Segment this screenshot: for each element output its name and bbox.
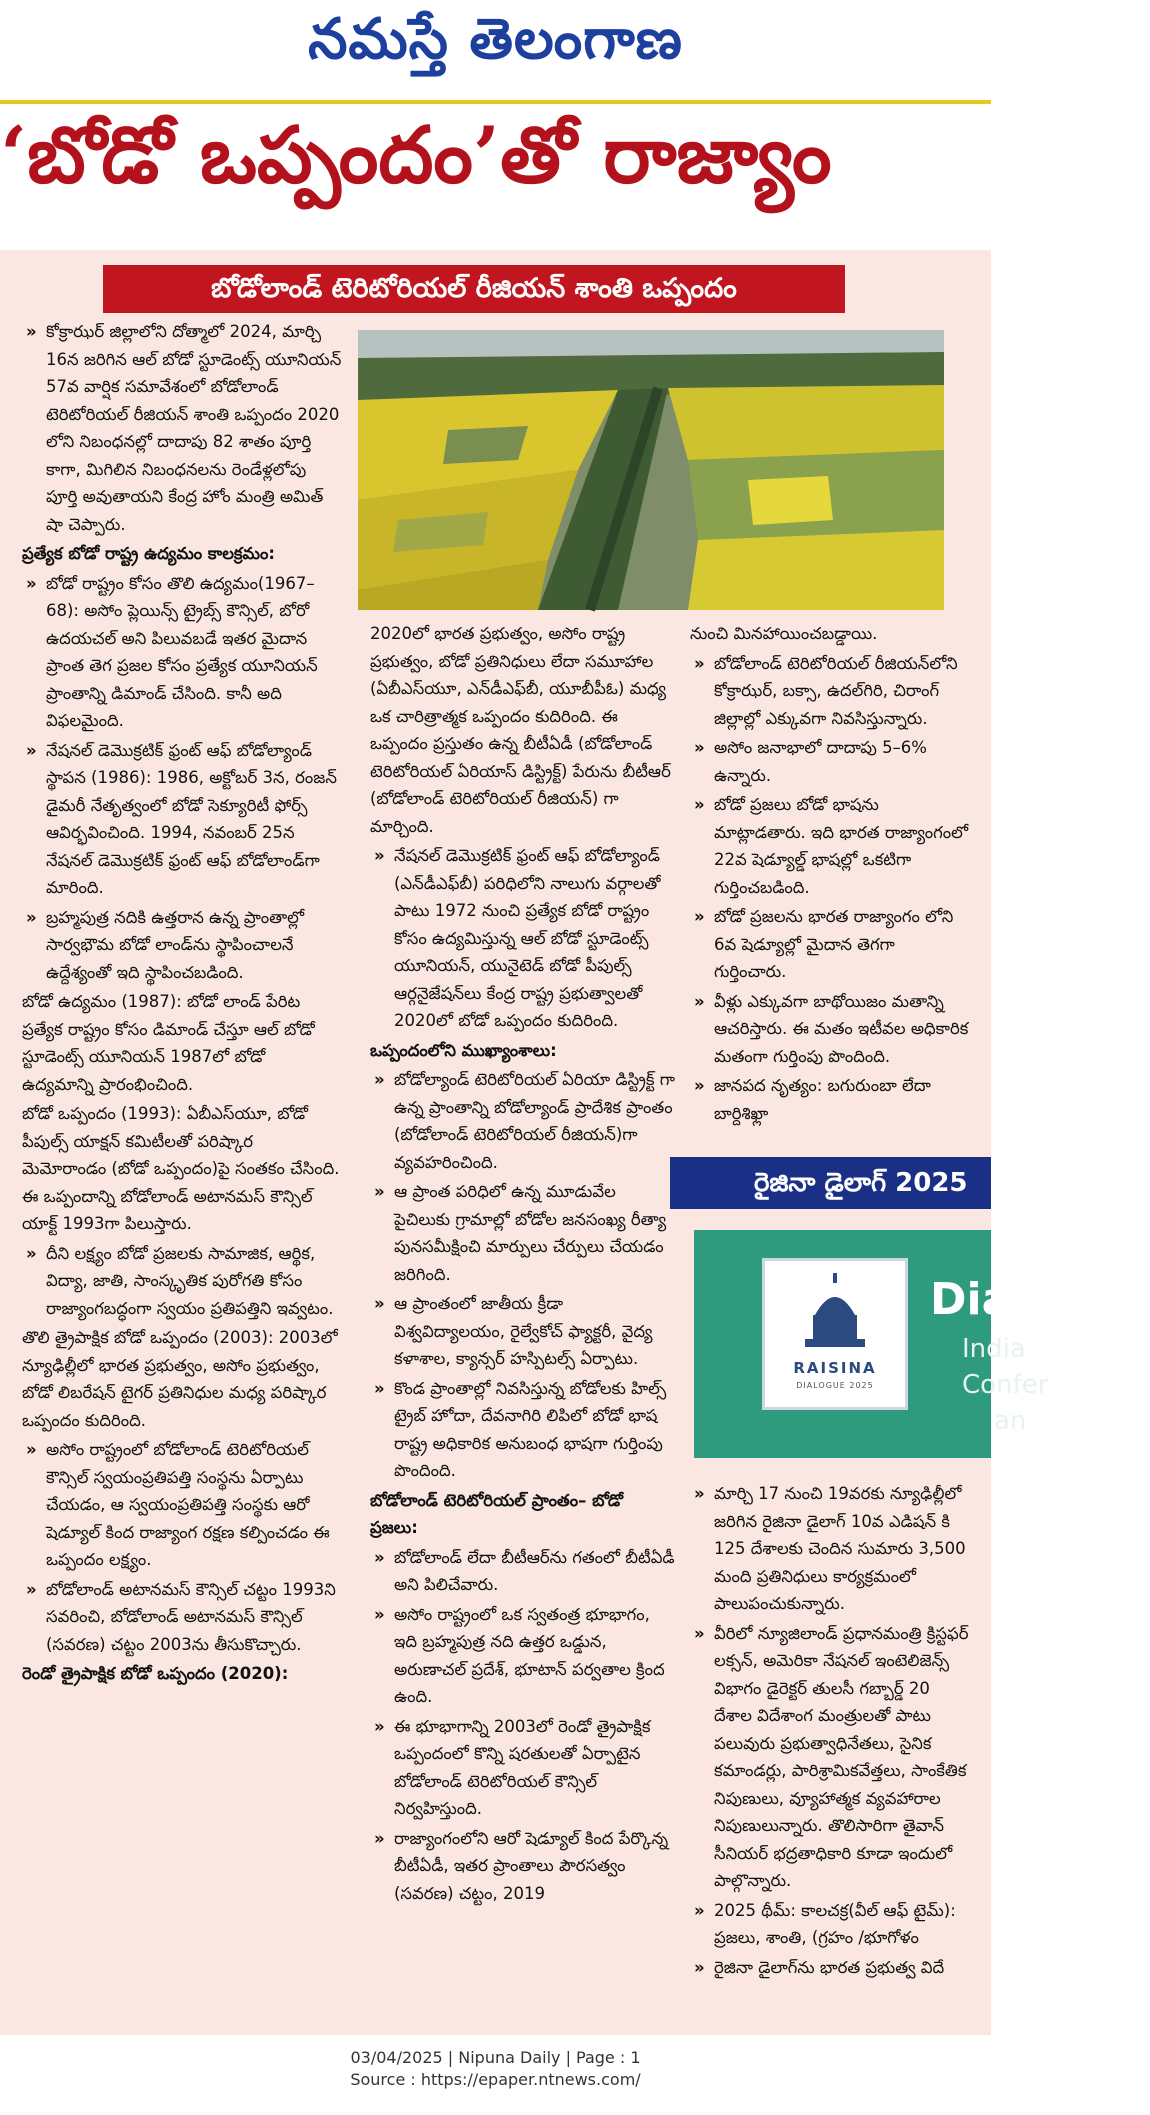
col1-bullet: » బోడో రాష్ట్రం కోసం తొలి ఉద్యమం(1967–68): అసోం ప్లెయిన్స్ ట్రైబ్స్ కౌన్సిల్, బోరో ఉదయచల్ అని పిలువబడే ఇతర మైదాన ప్రాంత తెగ ప్రజల కోసం ప్రత్యేక యూనియన్ ప్రాంతాన్ని డిమాండ్ చేసింది. కానీ అది విఫలమైంది.: [22, 570, 342, 735]
raisina-bullet: » మార్చి 17 నుంచి 19వరకు న్యూఢిల్లీలో జరిగిన రైజినా డైలాగ్ 10వ ఎడిషన్ కి 125 దేశాలకు చెందిన సుమారు 3,500 మంది ప్రతినిధులు కార్యక్రమంలో పాలుపంచుకున్నారు.: [690, 1480, 972, 1618]
col3-paragraph: నుంచి మినహాయించబడ్డాయి.: [690, 624, 878, 643]
col2-bullet: » నేషనల్ డెమొక్రటిక్ ఫ్రంట్ ఆఫ్ బోడోల్యాండ్ (ఎన్‌డీఎఫ్‌బీ) పరిధిలోని నాలుగు వర్గాలతో పాటు 1972 నుంచి ప్రత్యేక బోడో రాష్ట్రం కోసం ఉద్యమిస్తున్న ఆల్ బోడో స్టూడెంట్స్ యూనియన్, యునైటెడ్ బోడో పీపుల్స్ ఆర్గనైజేషన్‌లు కేంద్ర రాష్ట్ర ప్రభుత్వాలతో 2020లో బోడో ఒప్పందం కుదిరింది.: [370, 842, 675, 1035]
masthead-divider: [0, 100, 991, 104]
raisina-logo-name: RAISINA: [793, 1359, 877, 1377]
col2-bullet: » కొండ ప్రాంతాల్లో నివసిస్తున్న బోడోలకు హిల్స్ ట్రైబ్ హోదా, దేవనాగిరి లిపిలో బోడో భాష రాష్ట్ర అధికారిక అనుబంధ భాషగా గుర్తింపు పొందింది.: [370, 1375, 675, 1485]
raisina-line-1: India: [962, 1334, 1026, 1364]
column-1: [22, 318, 342, 1690]
column-3: [690, 620, 972, 1129]
footer: [0, 2047, 991, 2091]
raisina-big-text: Dia: [930, 1274, 1012, 1325]
col1-bullet: » దీని లక్ష్యం బోడో ప్రజలకు సామాజిక, ఆర్థిక, విద్యా, జాతి, సాంస్కృతిక పురోగతి కోసం రాజ్యాంగబద్ధంగా స్వయం ప్రతిపత్తిని ఇవ్వటం.: [22, 1240, 342, 1323]
col1-subhead-timeline: ప్రత్యేక బోడో రాష్ట్ర ఉద్యమం కాలక్రమం:: [22, 544, 275, 563]
col1-paragraph: తొలి త్రైపాక్షిక బోడో ఒప్పందం (2003): 2003లో న్యూఢిల్లీలో భారత ప్రభుత్వం, అసోం ప్రభుత్వం, బోడో లిబరేషన్ టైగర్ ప్రతినిధుల మధ్య పరిష్కార ఒప్పందం కుదిరింది.: [22, 1328, 338, 1430]
col1-bullet: » బ్రహ్మపుత్ర నదికి ఉత్తరాన ఉన్న ప్రాంతాల్లో సార్వభౌమ బోడో లాండ్‌ను స్థాపించాలనే ఉద్దేశ్యంతో ఇది స్థాపించబడింది.: [22, 904, 342, 987]
col1-bullet: » బోడోలాండ్ అటానమస్ కౌన్సిల్ చట్టం 1993ని సవరించి, బోడోలాండ్ అటానమస్ కౌన్సిల్ (సవరణ) చట్టం 2003ను తీసుకొచ్చారు.: [22, 1576, 342, 1659]
masthead: [0, 0, 991, 96]
col2-bullet: » ఆ ప్రాంత పరిధిలో ఉన్న మూడువేల పైచిలుకు గ్రామాల్లో బోడోల జనసంఖ్య రీత్యా పునసమీక్షించి మార్పులు చేర్పులు చేయడం జరిగింది.: [370, 1178, 675, 1288]
raisina-bullet: » రైజినా డైలాగ్‌ను భారత ప్రభుత్వ విదే: [690, 1954, 972, 1982]
raisina-header: రైజినా డైలాగ్ 2025: [670, 1157, 991, 1209]
col1-bullet: » అసోం రాష్ట్రంలో బోడోలాండ్ టెరిటోరియల్ కౌన్సిల్ స్వయంప్రతిపత్తి సంస్థను ఏర్పాటు చేయడం, ఆ స్వయంప్రతిపత్తి సంస్థకు ఆరో షెడ్యూల్ కింద రాజ్యాంగ రక్షణ కల్పించడం ఈ ఒప్పందం లక్ష్యం.: [22, 1436, 342, 1574]
raisina-column: [690, 1480, 972, 1983]
col3-bullet: » అసోం జనాభాలో దాదాపు 5–6% ఉన్నారు.: [690, 734, 972, 789]
fields-photo: [358, 330, 944, 610]
col3-bullet: » బోడోలాండ్ టెరిటోరియల్ రీజియన్‌లోని కోక్రాఝర్, బక్సా, ఉదల్‌గిరి, చిరాంగ్ జిల్లాల్లో ఎక్కువగా నివసిస్తున్నారు.: [690, 650, 972, 733]
col2-bullet: » రాజ్యాంగంలోని ఆరో షెడ్యూల్ కింద పేర్కొన్న బీటీఏడీ, ఇతర ప్రాంతాలు పౌరసత్వం (సవరణ) చట్టం, 2019: [370, 1825, 675, 1908]
col3-bullet: » జానపద నృత్యం: బగురుంబా లేదా బార్దిశిఖ్లా: [690, 1072, 972, 1127]
col2-bullet: » ఆ ప్రాంతంలో జాతీయ క్రీడా విశ్వవిద్యాలయం, రైల్వేకోచ్ ఫ్యాక్టరీ, వైద్య కళాశాల, క్యాన్సర్ హస్పిటల్స్ ఏర్పాటు.: [370, 1290, 675, 1373]
col2-paragraph: 2020లో భారత ప్రభుత్వం, అసోం రాష్ట్ర ప్రభుత్వం, బోడో ప్రతినిధులు లేదా సమూహాల (ఏబీఎస్‌యూ, ఎన్‌డీఎఫ్‌బీ, యూబీపీఓ) మధ్య ఒక చారిత్రాత్మక ఒప్పందం కుదిరింది. ఈ ఒప్పందం ప్రస్తుతం ఉన్న బీటీఏడీ (బోడోలాండ్ టెరిటోరియల్ ఏరియాస్ డిస్ట్రిక్ట్) పేరును బీటీఆర్ (బోడోలాండ్ టెరిటోరియల్ రీజియన్) గా మార్చింది.: [370, 624, 671, 836]
footer-source-line: Source : https://epaper.ntnews.com/: [350, 2070, 641, 2089]
raisina-dome-icon: [765, 1261, 905, 1357]
col2-bullet: » బోడోలాండ్ లేదా బీటీఆర్‌ను గతంలో బీటీఏడీ అని పిలిచేవారు.: [370, 1544, 675, 1599]
col2-subhead-people: బోడోలాండ్ టెరిటోరియల్ ప్రాంతం– బోడో ప్రజలు:: [370, 1490, 623, 1537]
section-banner: బోడోలాండ్ టెరిటోరియల్ రీజియన్ శాంతి ఒప్పందం: [103, 265, 845, 313]
col3-bullet: » వీళ్లు ఎక్కువగా బాథోయిజం మతాన్ని ఆచరిస్తారు. ఈ మతం ఇటీవల అధికారిక మతంగా గుర్తింపు పొందింది.: [690, 988, 972, 1071]
col2-subhead-highlights: ఒప్పందంలోని ముఖ్యాంశాలు:: [370, 1040, 557, 1060]
col2-bullet: » ఈ భూభాగాన్ని 2003లో రెండో త్రైపాక్షిక ఒప్పందంలో కొన్ని షరతులతో ఏర్పాటైన బోడోలాండ్ టెరిటోరియల్ కౌన్సిల్ నిర్వహిస్తుంది.: [370, 1713, 675, 1823]
raisina-image: [694, 1230, 1049, 1458]
col3-bullet: » బోడో ప్రజలను భారత రాజ్యాంగం లోని 6వ షెడ్యూల్లో మైదాన తెగగా గుర్తించారు.: [690, 903, 972, 986]
col1-paragraph: రెండో త్రైపాక్షిక బోడో ఒప్పందం (2020):: [22, 1664, 289, 1683]
raisina-line-2: Confer: [962, 1370, 1049, 1400]
headline-area: [0, 108, 991, 238]
col2-bullet: » బోడోల్యాండ్ టెరిటోరియల్ ఏరియా డిస్ట్రిక్ట్ గా ఉన్న ప్రాంతాన్ని బోడోల్యాండ్ ప్రాదేశిక ప్రాంతం (బోడోలాండ్ టెరిటోరియల్ రీజియన్)గా వ్యవహరించింది.: [370, 1066, 675, 1176]
raisina-bullet: » 2025 థీమ్: కాలచక్ర(వీల్ ఆఫ్ టైమ్): ప్రజలు, శాంతి, (గ్రహం /భూగోళం: [690, 1897, 972, 1952]
column-2: [370, 620, 675, 1909]
col3-bullet: » బోడో ప్రజలు బోడో భాషను మాట్లాడతారు. ఇది భారత రాజ్యాంగంలో 22వ షెడ్యూల్డ్ భాషల్లో ఒకటిగా గుర్తించబడింది.: [690, 791, 972, 901]
col1-paragraph: బోడో ఉద్యమం (1987): బోడో లాండ్ పేరిట ప్రత్యేక రాష్ట్రం కోసం డిమాండ్ చేస్తూ ఆల్ బోడో స్టూడెంట్స్ యూనియన్ 1987లో బోడో ఉద్యమాన్ని ప్రారంభించింది.: [22, 992, 315, 1094]
raisina-logo-sub: DIALOGUE 2025: [796, 1381, 874, 1390]
raisina-line-3: an: [994, 1406, 1027, 1436]
footer-date-line: 03/04/2025 | Nipuna Daily | Page : 1: [350, 2048, 641, 2067]
newspaper-title: నమస్తే తెలంగాణ: [308, 6, 683, 72]
headline: ‘బోడో ఒప్పందం’తో రాజ్యాం: [0, 110, 832, 201]
col1-bullet: » నేషనల్ డెమొక్రటిక్ ఫ్రంట్ ఆఫ్ బోడోల్యాండ్ స్థాపన (1986): 1986, అక్టోబర్ 3న, రంజన్ డైమరీ నేతృత్వంలో బోడో సెక్యూరిటీ ఫోర్స్ ఆవిర్భవించింది. 1994, నవంబర్ 25న నేషనల్ డెమొక్రటిక్ ఫ్రంట్ ఆఫ్ బోడోలాండ్‌గా మారింది.: [22, 737, 342, 902]
col1-intro: » కోక్రాఝర్ జిల్లాలోని దోత్మాలో 2024, మార్చి 16న జరిగిన ఆల్ బోడో స్టూడెంట్స్ యూనియన్ 57వ వార్షిక సమావేశంలో బోడోలాండ్ టెరిటోరియల్ రీజియన్ శాంతి ఒప్పందం 2020 లోని నిబంధనల్లో దాదాపు 82 శాతం పూర్తి కాగా, మిగిలిన నిబంధనలను రెండేళ్లలోపు పూర్తి అవుతాయని కేంద్ర హోం మంత్రి అమిత్ షా చెప్పారు.: [22, 318, 342, 538]
fields-photo-image: [358, 330, 944, 610]
raisina-logo-card: [762, 1258, 908, 1410]
col2-bullet: » అసోం రాష్ట్రంలో ఒక స్వతంత్ర భూభాగం, ఇది బ్రహ్మపుత్ర నది ఉత్తర ఒడ్డున, అరుణాచల్ ప్రదేశ్, భూటాన్ పర్వతాల క్రింద ఉంది.: [370, 1601, 675, 1711]
raisina-bullet: » వీరిలో న్యూజిలాండ్ ప్రధానమంత్రి క్రిస్టఫర్ లక్సన్, అమెరికా నేషనల్ ఇంటెలిజెన్స్ విభాగం డైరెక్టర్ తులసీ గబ్బార్డ్ 20 దేశాల విదేశాంగ మంత్రులతో పాటు పలువురు ప్రభుత్వాధినేతలు, సైనిక కమాండర్లు, పారిశ్రామికవేత్తలు, సాంకేతిక నిపుణులు, వ్యూహాత్మక వ్యవహారాల నిపుణులున్నారు. తొలిసారిగా తైవాన్ సీనియర్ భద్రతాధికారి కూడా ఇందులో పాల్గొన్నారు.: [690, 1620, 972, 1895]
col1-paragraph: బోడో ఒప్పందం (1993): ఏబీఎస్‌యూ, బోడో పీపుల్స్ యాక్షన్ కమిటీలతో పరిష్కార మెమోరాండం (బోడో ఒప్పందం)పై సంతకం చేసింది. ఈ ఒప్పందాన్ని బోడోలాండ్ అటానమస్ కౌన్సిల్ యాక్ట్ 1993గా పిలుస్తారు.: [22, 1104, 340, 1233]
